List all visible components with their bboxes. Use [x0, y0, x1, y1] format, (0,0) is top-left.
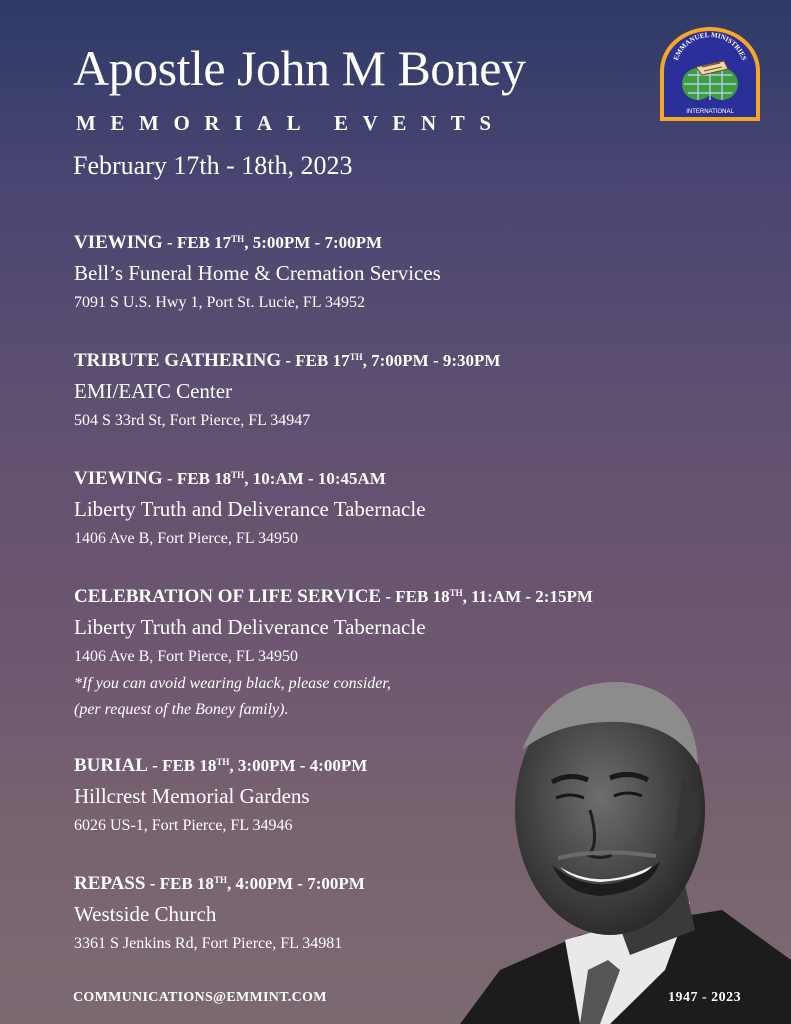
event-date-suffix: TH	[449, 588, 463, 598]
page-title: Apostle John M Boney	[73, 40, 526, 96]
event-heading	[74, 751, 367, 777]
event-viewing-feb-17	[74, 228, 441, 317]
event-heading	[74, 869, 365, 895]
event-label: TRIBUTE GATHERING	[74, 350, 282, 371]
event-label: VIEWING	[74, 232, 163, 253]
event-time: , 11:AM - 2:15PM	[462, 587, 593, 606]
event-date-suffix: TH	[231, 470, 245, 480]
logo-text-top: EMMANUEL MINISTRIES	[671, 30, 749, 62]
event-dates: February 17th - 18th, 2023	[73, 151, 353, 180]
event-separator: -	[381, 587, 396, 606]
event-date-suffix: TH	[216, 757, 230, 767]
event-separator: -	[145, 874, 160, 893]
event-time: , 3:00PM - 4:00PM	[229, 756, 368, 775]
event-venue: EMI/EATC Center	[74, 379, 233, 403]
event-address: 6026 US-1, Fort Pierce, FL 34946	[74, 817, 293, 834]
event-address: 3361 S Jenkins Rd, Fort Pierce, FL 34981	[74, 935, 343, 952]
event-venue: Liberty Truth and Deliverance Tabernacle	[74, 497, 426, 521]
logo-text-bottom: INTERNATIONAL	[686, 109, 734, 115]
event-time: , 5:00PM - 7:00PM	[244, 233, 383, 252]
portrait-image	[460, 670, 791, 1024]
event-heading	[74, 346, 500, 372]
event-address: 7091 S U.S. Hwy 1, Port St. Lucie, FL 34952	[74, 294, 365, 311]
event-time: , 10:AM - 10:45AM	[244, 469, 386, 488]
event-viewing-feb-18	[74, 464, 426, 553]
event-date-suffix: TH	[231, 234, 245, 244]
event-venue: Hillcrest Memorial Gardens	[74, 784, 310, 808]
event-heading	[74, 464, 426, 490]
event-date-suffix: TH	[349, 352, 363, 362]
event-separator: -	[147, 756, 163, 775]
event-label: REPASS	[74, 873, 146, 894]
event-label: VIEWING	[74, 468, 163, 489]
event-heading	[74, 582, 593, 608]
event-heading	[74, 228, 441, 254]
event-tribute-gathering	[74, 346, 500, 435]
event-time: , 4:00PM - 7:00PM	[226, 874, 365, 893]
event-venue: Liberty Truth and Deliverance Tabernacle	[74, 615, 426, 639]
page-subtitle: MEMORIAL EVENTS	[76, 111, 506, 135]
event-note: *If you can avoid wearing black, please consider,	[74, 675, 391, 692]
event-date: FEB 17	[176, 233, 232, 252]
event-date-suffix: TH	[213, 875, 227, 885]
event-separator: -	[162, 233, 177, 252]
event-venue: Westside Church	[74, 902, 217, 926]
life-years: 1947 - 2023	[668, 990, 742, 1005]
event-label: CELEBRATION OF LIFE SERVICE	[74, 586, 382, 607]
contact-email: COMMUNICATIONS@EMMINT.COM	[73, 990, 327, 1005]
event-address: 504 S 33rd St, Fort Pierce, FL 34947	[74, 412, 311, 429]
event-date: FEB 18	[159, 874, 214, 893]
event-note: (per request of the Boney family).	[74, 701, 289, 718]
event-burial	[74, 751, 367, 840]
event-date: FEB 18	[395, 587, 450, 606]
event-date: FEB 18	[162, 756, 217, 775]
event-venue: Bell’s Funeral Home & Cremation Services	[74, 261, 441, 285]
event-address: 1406 Ave B, Fort Pierce, FL 34950	[74, 648, 298, 665]
event-separator: -	[281, 351, 296, 370]
event-repass	[74, 869, 365, 958]
event-label: BURIAL	[74, 755, 148, 776]
event-date: FEB 18	[176, 469, 232, 488]
event-separator: -	[162, 469, 177, 488]
event-address: 1406 Ave B, Fort Pierce, FL 34950	[74, 530, 298, 547]
event-time: , 7:00PM - 9:30PM	[362, 351, 501, 370]
event-date: FEB 17	[295, 351, 350, 370]
ministry-logo-icon	[658, 27, 762, 121]
